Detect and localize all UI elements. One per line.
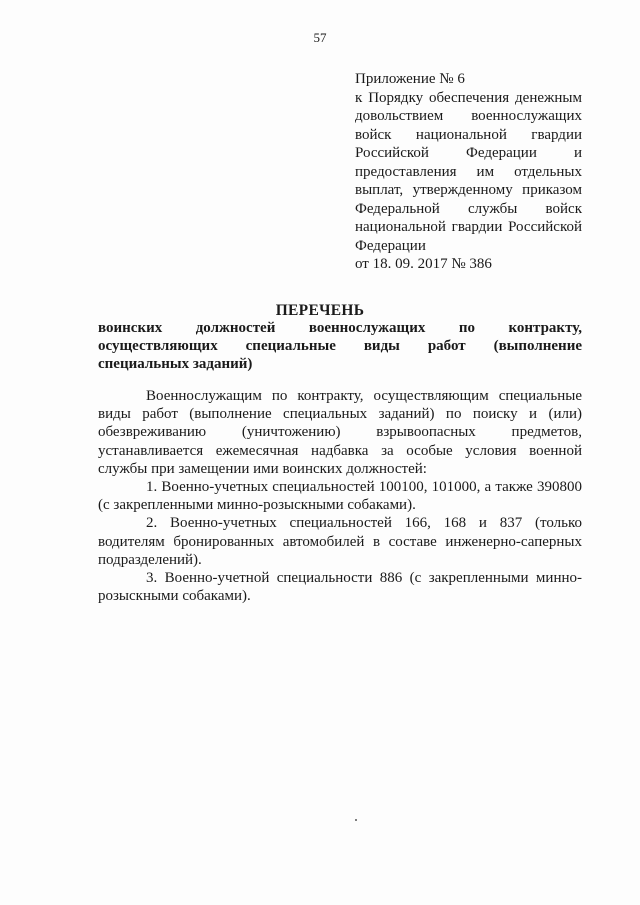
scan-speck: [355, 819, 357, 821]
appendix-line: предоставления им отдельных: [355, 163, 582, 180]
document-body: [98, 387, 582, 605]
subtitle-line: воинских должностей военнослужащих по контракту,: [98, 320, 582, 336]
list-item-2: 2. Военно-учетных специальностей 166, 168 и 837 (только: [146, 515, 582, 532]
body-line: устанавливается ежемесячная надбавка за особые условия военной: [98, 442, 582, 459]
list-item-1: 1. Военно-учетных специальностей 100100, 101000, а также 390800: [146, 479, 582, 496]
body-line: Военнослужащим по контракту, осуществляющим специальные: [146, 388, 582, 404]
appendix-line: Приложение № 6: [355, 71, 465, 87]
body-line: розыскными собаками).: [98, 588, 251, 605]
appendix-line: национальной гвардии Российской: [355, 219, 582, 235]
subtitle-line: специальных заданий): [98, 356, 253, 372]
appendix-line: от 18. 09. 2017 № 386: [355, 256, 492, 272]
subtitle-line: осуществляющих специальные виды работ (выполнение: [98, 338, 582, 354]
body-line: подразделений).: [98, 551, 202, 568]
document-subtitle: [98, 319, 582, 373]
appendix-line: к Порядку обеспечения денежным: [355, 89, 582, 106]
list-item-3: 3. Военно-учетной специальности 886 (с закрепленными минно-: [146, 570, 582, 587]
appendix-header: [355, 70, 582, 274]
appendix-line: Федеральной службы войск: [355, 200, 582, 217]
document-title: ПЕРЕЧЕНЬ: [275, 302, 365, 319]
appendix-line: войск национальной гвардии: [355, 126, 582, 143]
appendix-line: довольствием военнослужащих: [355, 108, 582, 124]
appendix-line: Федерации: [355, 237, 426, 254]
body-line: обезвреживанию (уничтожению) взрывоопасных предметов,: [98, 424, 582, 441]
body-line: службы при замещении ими воинских должностей:: [98, 460, 427, 477]
body-line: виды работ (выполнение специальных заданий) по поиску и (или): [98, 406, 582, 423]
body-line: водителям бронированных автомобилей в составе инженерно-саперных: [98, 533, 582, 550]
body-line: (с закрепленными минно-розыскными собаками).: [98, 497, 416, 514]
appendix-line: Российской Федерации и: [355, 145, 582, 161]
appendix-line: выплат, утвержденному приказом: [355, 182, 582, 198]
page-number: 57: [313, 30, 327, 45]
